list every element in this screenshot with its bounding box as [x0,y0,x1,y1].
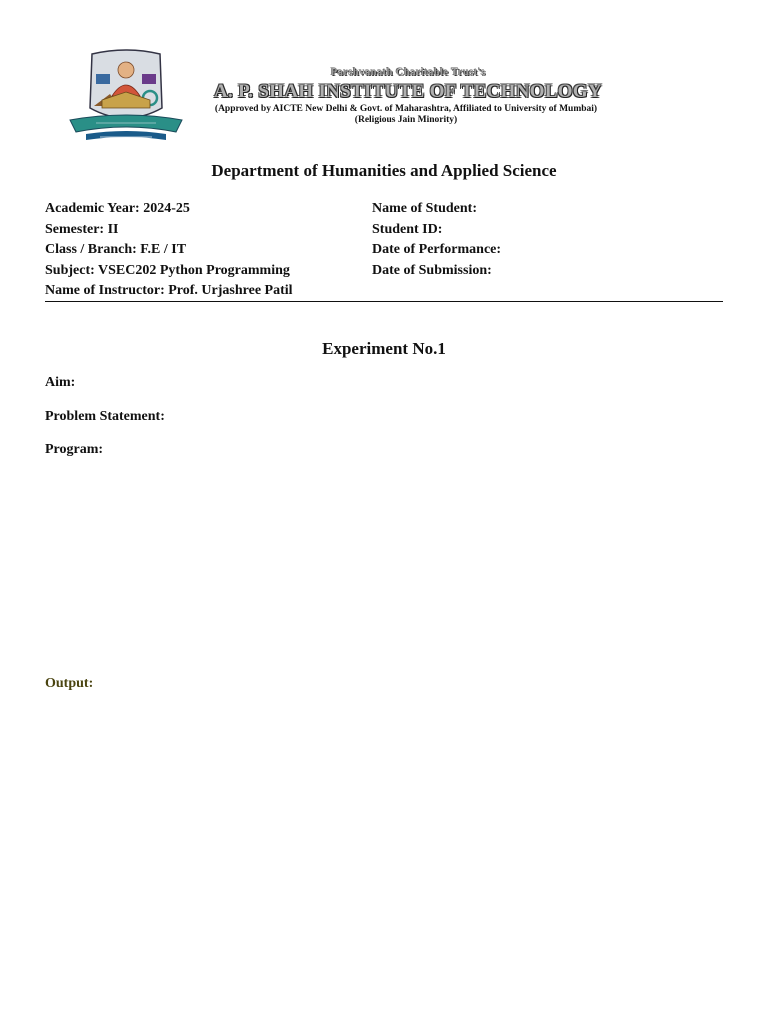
header-divider [45,301,723,302]
department-title: Department of Humanities and Applied Science [211,161,557,180]
minority-line: (Religious Jain Minority) [354,115,458,125]
student-name-label: Name of Student: [372,201,477,216]
program-label: Program: [45,442,104,457]
student-id-label: Student ID: [372,221,443,237]
institute-name: A. P. SHAH INSTITUTE OF TECHNOLOGY [213,81,602,102]
academic-year: Academic Year: 2024-25 [45,201,190,216]
aim-label: Aim: [45,375,76,390]
output-label: Output: [45,676,94,691]
approval-line: (Approved by AICTE New Delhi & Govt. of Maharashtra, Affiliated to University of Mumbai) [214,104,598,114]
institute-logo [66,48,186,144]
trust-name: Parshvanath Charitable Trust's [330,66,486,78]
experiment-title: Experiment No.1 [322,339,446,358]
date-of-performance-label: Date of Performance: [372,242,502,257]
date-of-submission-label: Date of Submission: [372,262,492,278]
info-left-column [45,199,293,302]
info-right-column [372,199,501,281]
class-branch: Class / Branch: F.E / IT [45,242,187,257]
subject: Subject: VSEC202 Python Programming [45,262,290,278]
instructor: Name of Instructor: Prof. Urjashree Patil [45,283,293,298]
semester: Semester: II [45,221,119,237]
problem-statement-label: Problem Statement: [45,409,165,424]
